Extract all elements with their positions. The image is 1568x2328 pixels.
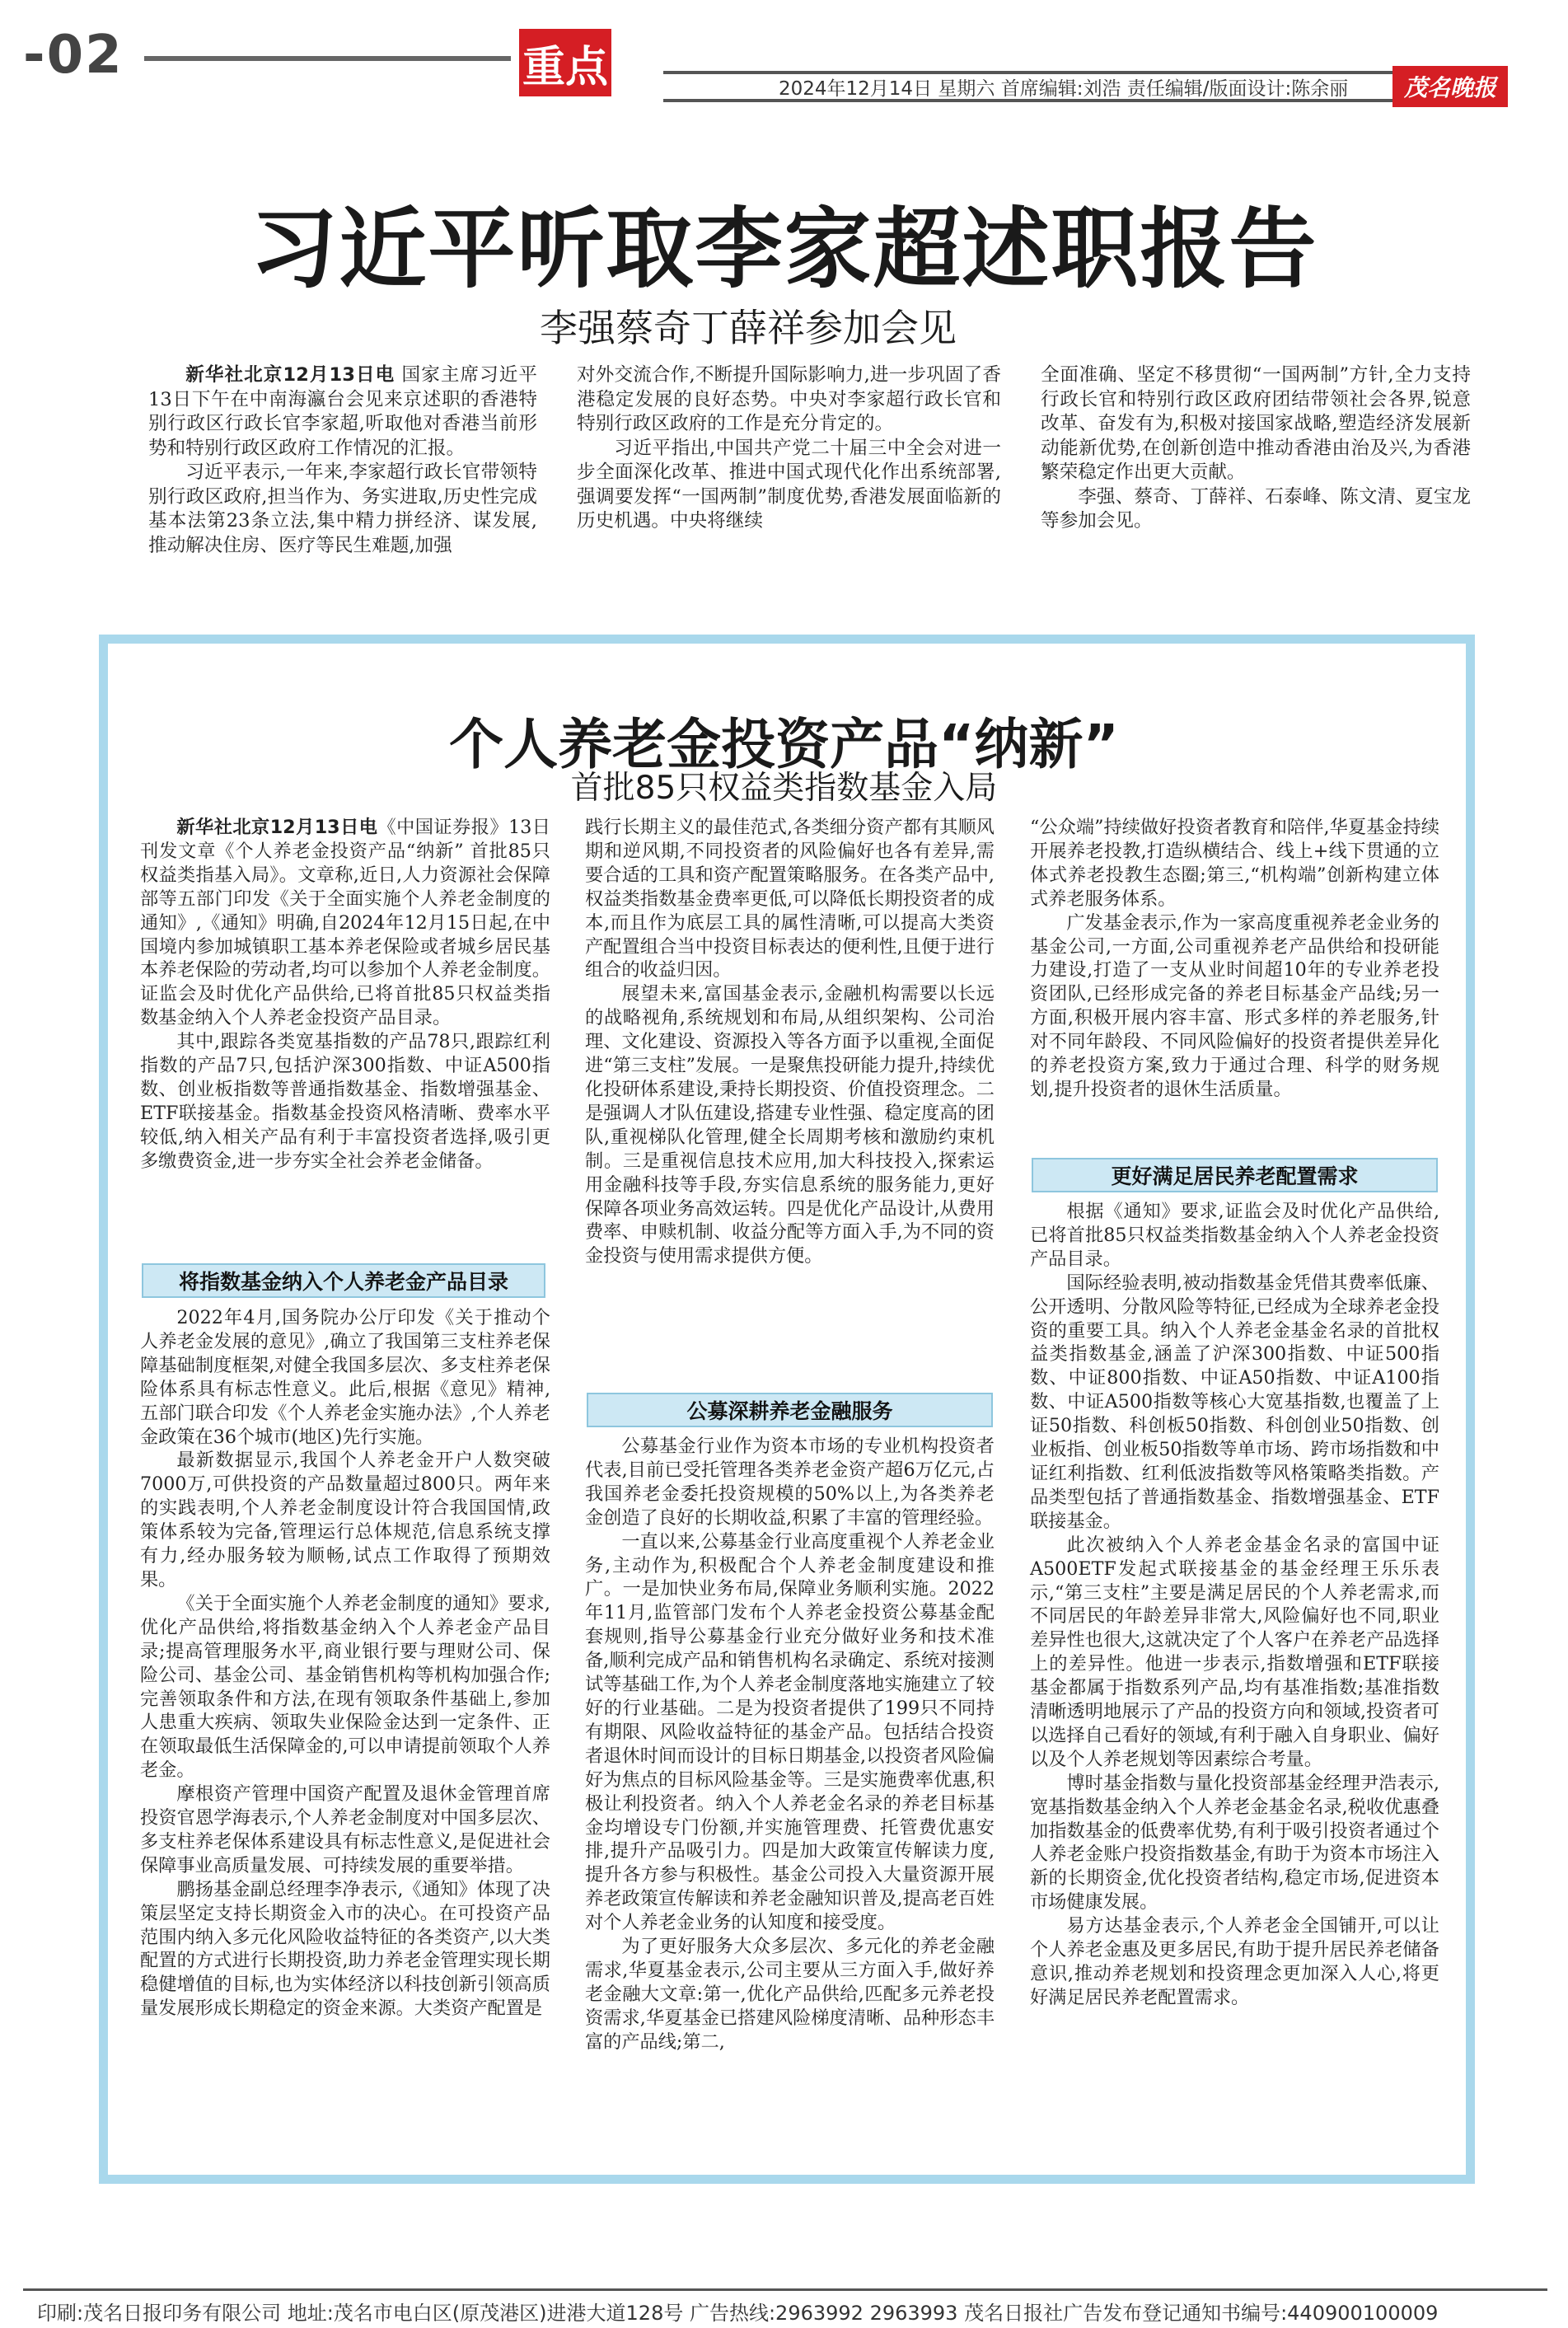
paragraph: 公募基金行业作为资本市场的专业机构投资者代表,目前已受托管理各类养老金资产超6万亿元,占我国养老金委托投资规模的50%以上,为各类养老金创造了良好的长期收益,积累了丰富的管理经验。 xyxy=(585,1436,995,1529)
paragraph: 对外交流合作,不断提升国际影响力,进一步巩固了香港稳定发展的良好态势。中央对李家超行政长官和特别行政区政府的工作是充分肯定的。 xyxy=(577,364,1001,434)
newspaper-logo: 茂名晚报 xyxy=(1392,66,1508,107)
article2-column-2-bottom xyxy=(585,1435,995,2054)
paragraph: 习近平表示,一年来,李家超行政长官带领特别行政区政府,担当作为、务实进取,历史性完成基本法第23条立法,集中精力拼经济、谋发展,推动解决住房、医疗等民生难题,加强 xyxy=(148,461,537,556)
paragraph: 广发基金表示,作为一家高度重视养老金业务的基金公司,一方面,公司重视养老产品供给和投研能力建设,打造了一支从业时间超10年的专业养老投资团队,已经形成完备的养老目标基金产品线;另一方面,积极开展内容丰富、形式多样的养老服务,针对不同年龄段、不同风险偏好的投资者提供差异化的养老投资方案,致力于通过合理、科学的财务规划,提升投资者的退休生活质量。 xyxy=(1030,911,1439,1100)
paragraph: 国际经验表明,被动指数基金凭借其费率低廉、公开透明、分散风险等特征,已经成为全球养老金投资的重要工具。纳入个人养老金基金名录的首批权益类指数基金,涵盖了沪深300指数、中证500指数、中证800指数、中证A50指数、中证A100指数、中证A500指数等核心大宽基指数,也覆盖了上证50指数、科创板50指数、科创创业50指数、创业板指、创业板50指数等单市场、跨市场指数和中证红利指数、红利低波指数等风格策略类指数。产品类型包括了普通指数基金、指数增强基金、ETF联接基金。 xyxy=(1030,1272,1439,1532)
dateline: 新华社北京12月13日电 xyxy=(176,817,378,838)
article2-column-1-bottom xyxy=(140,1306,550,2021)
subhead-index-fund: 将指数基金纳入个人养老金产品目录 xyxy=(142,1263,545,1298)
subhead-residents-demand: 更好满足居民养老配置需求 xyxy=(1032,1158,1438,1192)
paragraph: 根据《通知》要求,证监会及时优化产品供给,已将首批85只权益类指数基金纳入个人养老金投资产品目录。 xyxy=(1030,1201,1439,1270)
section-label: 重点 xyxy=(519,29,611,96)
article2-subheadline: 首批85只权益类指数基金入局 xyxy=(570,770,998,807)
main-subheadline: 李强蔡奇丁薛祥参加会见 xyxy=(540,306,957,350)
subhead-public-fund: 公募深耕养老金融服务 xyxy=(587,1393,993,1427)
paragraph: 易方达基金表示,个人养老金全国铺开,可以让个人养老金惠及更多居民,有助于提升居民养老储备意识,推动养老规划和投资理念更加深入人心,将更好满足居民养老配置需求。 xyxy=(1030,1915,1439,2008)
footer-imprint: 印刷:茂名日报印务有限公司 地址:茂名市电白区(原茂港区)进港大道128号 广告热线:2963992 2963993 茂名日报社广告发布登记通知书编号:440900100009 xyxy=(37,2302,1439,2325)
main-headline: 习近平听取李家超述职报告 xyxy=(250,199,1318,300)
article1-column-3 xyxy=(1041,363,1471,534)
paragraph: 国家主席习近平13日下午在中南海瀛台会见来京述职的香港特别行政区行政长官李家超,听取他对香港当前形势和特别行政区政府工作情况的汇报。 xyxy=(148,364,537,459)
paragraph: 最新数据显示,我国个人养老金开户人数突破7000万,可供投资的产品数量超过800只。两年来的实践表明,个人养老金制度设计符合我国国情,政策体系较为完备,管理运行总体规范,信息系统支撑有力,经办服务较为顺畅,试点工作取得了预期效果。 xyxy=(140,1450,550,1590)
paragraph: 李强、蔡奇、丁薛祥、石泰峰、陈文清、夏宝龙等参加会见。 xyxy=(1041,485,1471,532)
paragraph: 博时基金指数与量化投资部基金经理尹浩表示,宽基指数基金纳入个人养老金基金名录,税收优惠叠加指数基金的低费率优势,有利于吸引投资者通过个人养老金账户投资指数基金,有助于为资本市场注入新的长期资金,优化投资者结构,稳定市场,促进资本市场健康发展。 xyxy=(1030,1772,1439,1913)
article2-column-1-top xyxy=(140,816,550,1173)
article2-headline: 个人养老金投资产品“纳新” xyxy=(449,713,1119,776)
article2-column-3-top xyxy=(1030,816,1439,1102)
paragraph: 展望未来,富国基金表示,金融机构需要以长远的战略视角,系统规划和布局,从组织架构、公司治理、文化建设、资源投入等各方面予以重视,全面促进“第三支柱”发展。一是聚焦投研能力提升,持续优化投研体系建设,秉持长期投资、价值投资理念。二是强调人才队伍建设,搭建专业性强、稳定度高的团队,重视梯队化管理,健全长周期考核和激励约束机制。三是重视信息技术应用,加大科技投入,探索运用金融科技等手段,夯实信息系统的服务能力,更好保障各项业务高效运转。四是优化产品设计,从费用费率、申赎机制、收益分配等方面入手,为不同的资金投资与使用需求提供方便。 xyxy=(585,983,995,1267)
paragraph: 为了更好服务大众多层次、多元化的养老金融需求,华夏基金表示,公司主要从三方面入手,做好养老金融大文章:第一,优化产品供给,匹配多元养老投资需求,华夏基金已搭建风险梯度清晰、品种形态丰富的产品线;第二, xyxy=(585,1936,995,2053)
paragraph: “公众端”持续做好投资者教育和陪伴,华夏基金持续开展养老投教,打造纵横结合、线上+线下贯通的立体式养老投教生态圈;第三,“机构端”创新构建立体式养老服务体系。 xyxy=(1030,817,1439,910)
dateline: 新华社北京12月13日电 xyxy=(185,364,396,386)
paragraph: 一直以来,公募基金行业高度重视个人养老金业务,主动作为,积极配合个人养老金制度建设和推广。一是加快业务布局,保障业务顺利实施。2022年11月,监管部门发布个人养老金投资公募基金配套规则,指导公募基金行业充分做好业务和技术准备,顺利完成产品和销售机构名录确定、系统对接测试等基础工作,为个人养老金制度落地实施建立了较好的行业基础。二是为投资者提供了199只不同持有期限、风险收益特征的基金产品。包括结合投资者退休时间而设计的目标日期基金,以投资者风险偏好为焦点的目标风险基金等。三是实施费率优惠,积极让利投资者。纳入个人养老金名录的养老目标基金均增设专门份额,并实施管理费、托管费优惠安排,提升产品吸引力。四是加大政策宣传解读力度,提升各方参与积极性。基金公司投入大量资源开展养老政策宣传解读和养老金融知识普及,提高老百姓对个人养老金业务的认知度和接受度。 xyxy=(585,1530,995,1934)
article2-column-2-top xyxy=(585,816,995,1268)
article1-column-1 xyxy=(148,363,537,558)
paragraph: 《中国证券报》13日刊发文章《个人养老金投资产品“纳新” 首批85只权益类指基入局》。文章称,近日,人力资源社会保障部等五部门印发《关于全面实施个人养老金制度的通知》,《通知》明确,自2024年12月15日起,在中国境内参加城镇职工基本养老保险或者城乡居民基本养老保险的劳动者,均可以参加个人养老金制度。证监会及时优化产品供给,已将首批85只权益类指数基金纳入个人养老金投资产品目录。 xyxy=(140,817,550,1029)
paragraph: 摩根资产管理中国资产配置及退休金管理首席投资官恩学海表示,个人养老金制度对中国多层次、多支柱养老保体系建设具有标志性意义,是促进社会保障事业高质量发展、可持续发展的重要举措。 xyxy=(140,1783,550,1876)
edition-info: 2024年12月14日 星期六 首席编辑:刘浩 责任编辑/版面设计:陈余丽 xyxy=(779,77,1349,100)
page-number: -02 xyxy=(23,25,124,86)
article1-column-2 xyxy=(577,363,1001,534)
edition-info-bar xyxy=(663,71,1495,102)
header-rule xyxy=(144,56,511,61)
footer-rule xyxy=(23,2288,1547,2291)
paragraph: 此次被纳入个人养老金基金名录的富国中证A500ETF发起式联接基金的基金经理王乐乐表示,“第三支柱”主要是满足居民的个人养老需求,而不同居民的年龄差异非常大,风险偏好也不同,职业差异性也很大,这就决定了个人客户在养老产品选择上的差异性。他进一步表示,指数增强和ETF联接基金都属于指数系列产品,均有基准指数;基准指数清晰透明地展示了产品的投资方向和领域,投资者可以选择自己看好的领域,有利于融入自身职业、偏好以及个人养老规划等因素综合考量。 xyxy=(1030,1534,1439,1770)
paragraph: 鹏扬基金副总经理李净表示,《通知》体现了决策层坚定支持长期资金入市的决心。在可投资产品范围内纳入多元化风险收益特征的各类资产,以大类配置的方式进行长期投资,助力养老金管理实现长期稳健增值的目标,也为实体经济以科技创新引领高质量发展形成长期稳定的资金来源。大类资产配置是 xyxy=(140,1878,550,2020)
paragraph: 其中,跟踪各类宽基指数的产品78只,跟踪红利指数的产品7只,包括沪深300指数、中证A500指数、创业板指数等普通指数基金、指数增强基金、ETF联接基金。指数基金投资风格清晰、费率水平较低,纳入相关产品有利于丰富投资者选择,吸引更多缴费资金,进一步夯实全社会养老金储备。 xyxy=(140,1031,550,1172)
paragraph: 全面准确、坚定不移贯彻“一国两制”方针,全力支持行政长官和特别行政区政府团结带领社会各界,锐意改革、奋发有为,积极对接国家战略,塑造经济发展新动能新优势,在创新创造中推动香港由治及兴,为香港繁荣稳定作出更大贡献。 xyxy=(1041,364,1471,483)
paragraph: 2022年4月,国务院办公厅印发《关于推动个人养老金发展的意见》,确立了我国第三支柱养老保障基础制度框架,对健全我国多层次、多支柱养老保险体系具有标志性意义。此后,根据《意见》精神,五部门联合印发《个人养老金实施办法》,个人养老金政策在36个城市(地区)先行实施。 xyxy=(140,1307,550,1448)
paragraph: 《关于全面实施个人养老金制度的通知》要求,优化产品供给,将指数基金纳入个人养老金产品目录;提高管理服务水平,商业银行要与理财公司、保险公司、基金公司、基金销售机构等机构加强合作;完善领取条件和方法,在现有领取条件基础上,参加人患重大疾病、领取失业保险金达到一定条件、正在领取最低生活保障金的,可以申请提前领取个人养老金。 xyxy=(140,1592,550,1782)
paragraph: 习近平指出,中国共产党二十届三中全会对进一步全面深化改革、推进中国式现代化作出系统部署,强调要发挥“一国两制”制度优势,香港发展面临新的历史机遇。中央将继续 xyxy=(577,437,1001,532)
article2-column-3-bottom xyxy=(1030,1200,1439,2010)
paragraph: 践行长期主义的最佳范式,各类细分资产都有其顺风期和逆风期,不同投资者的风险偏好也各有差异,需要合适的工具和资产配置策略服务。在各类产品中,权益类指数基金费率更低,可以降低长期投资者的成本,而且作为底层工具的属性清晰,可以提高大类资产配置组合当中投资目标表达的便利性,且便于进行组合的收益归因。 xyxy=(585,817,995,981)
